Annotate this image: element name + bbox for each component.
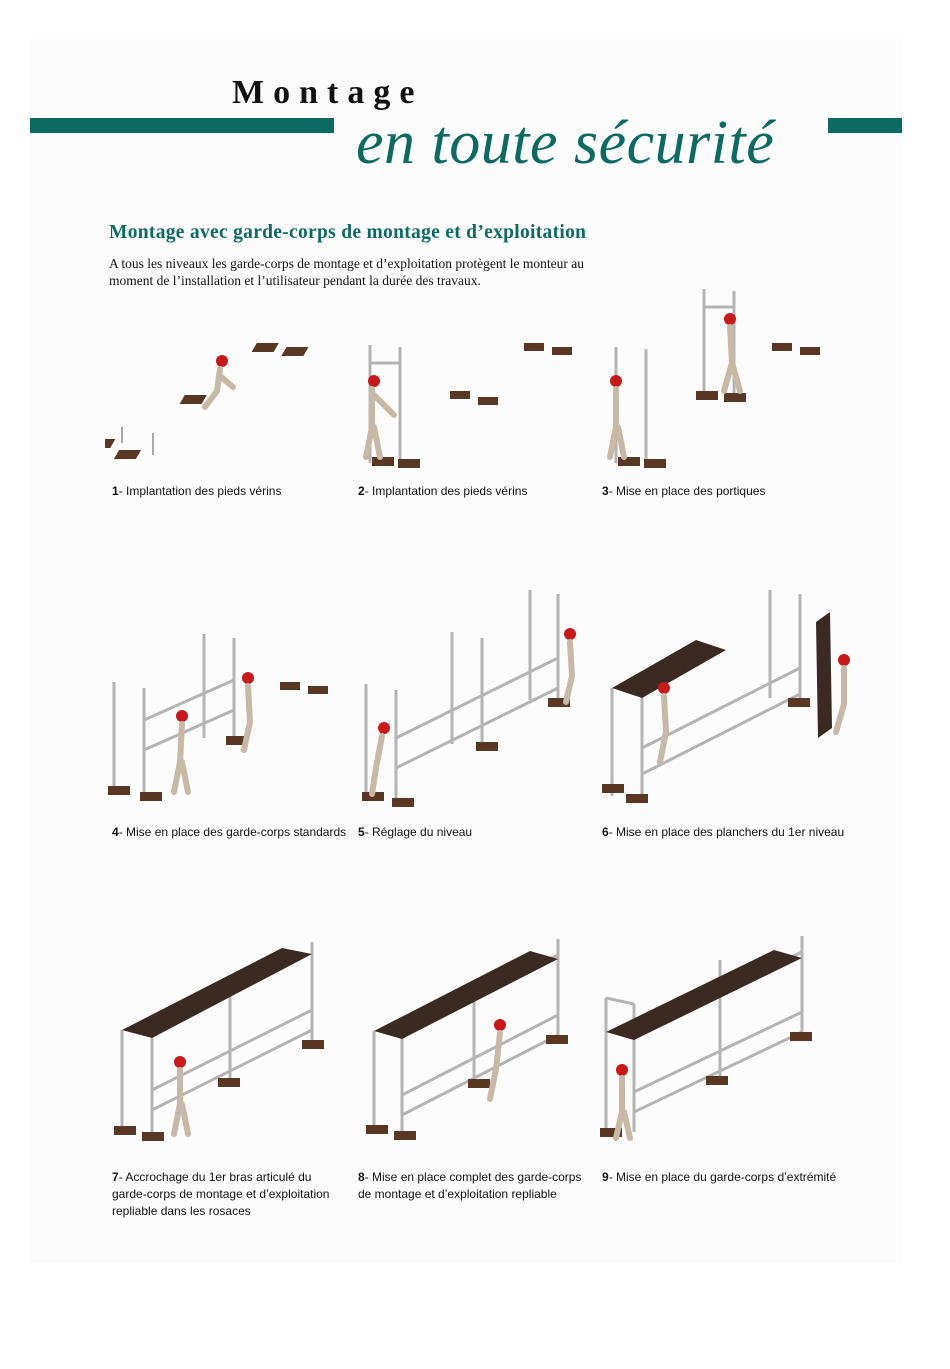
step-caption-2 bbox=[358, 483, 527, 500]
step-illustration-7 bbox=[108, 940, 348, 1145]
step-caption-6 bbox=[602, 824, 844, 841]
step-text-1: - Implantation des pieds vérins bbox=[118, 484, 282, 498]
step-number-6: 6 bbox=[602, 825, 609, 839]
step-illustration-3 bbox=[596, 287, 836, 475]
step-number-9: 9 bbox=[602, 1170, 609, 1184]
step-illustration-5 bbox=[352, 588, 592, 810]
step-illustration-6 bbox=[598, 588, 838, 810]
step-illustration-8 bbox=[366, 935, 606, 1145]
header-rule-left bbox=[30, 118, 334, 133]
header-rule-right bbox=[828, 118, 902, 133]
step-number-2: 2 bbox=[358, 484, 365, 498]
step-caption-3 bbox=[602, 483, 765, 500]
step-text-4: - Mise en place des garde-corps standards bbox=[118, 825, 347, 839]
section-heading: Montage avec garde-corps de montage et d’exploitation bbox=[109, 222, 587, 243]
step-illustration-1 bbox=[105, 315, 345, 475]
step-caption-9 bbox=[602, 1169, 836, 1186]
step-illustration-2 bbox=[352, 315, 592, 475]
page-title: Montage bbox=[232, 74, 424, 111]
step-caption-4 bbox=[112, 824, 346, 841]
page-subtitle: en toute sécurité bbox=[356, 109, 775, 177]
step-illustration-9 bbox=[598, 932, 838, 1145]
step-number-8: 8 bbox=[358, 1170, 365, 1184]
step-number-5: 5 bbox=[358, 825, 365, 839]
step-caption-5 bbox=[358, 824, 472, 841]
step-number-7: 7 bbox=[112, 1170, 119, 1184]
step-text-9: - Mise en place du garde-corps d’extrémité bbox=[608, 1170, 837, 1184]
step-text-8: - Mise en place complet des garde-corps de montage et d’exploitation repliable bbox=[358, 1170, 582, 1201]
step-caption-7 bbox=[112, 1169, 329, 1220]
step-number-3: 3 bbox=[602, 484, 609, 498]
step-text-3: - Mise en place des portiques bbox=[608, 484, 766, 498]
step-caption-8 bbox=[358, 1169, 581, 1203]
step-text-6: - Mise en place des planchers du 1er niveau bbox=[608, 825, 845, 839]
step-illustration-4 bbox=[100, 630, 340, 810]
section-intro: A tous les niveaux les garde-corps de montage et d’exploitation protègent le monteur au moment de l’installation et l’utilisateur pendant la durée des travaux. bbox=[109, 256, 584, 288]
step-number-4: 4 bbox=[112, 825, 119, 839]
step-number-1: 1 bbox=[112, 484, 119, 498]
step-text-7: - Accrochage du 1er bras articulé du garde-corps de montage et d’exploitation repliable dans les rosaces bbox=[112, 1170, 330, 1218]
step-caption-1 bbox=[112, 483, 281, 500]
step-text-2: - Implantation des pieds vérins bbox=[364, 484, 528, 498]
step-text-5: - Réglage du niveau bbox=[364, 825, 473, 839]
